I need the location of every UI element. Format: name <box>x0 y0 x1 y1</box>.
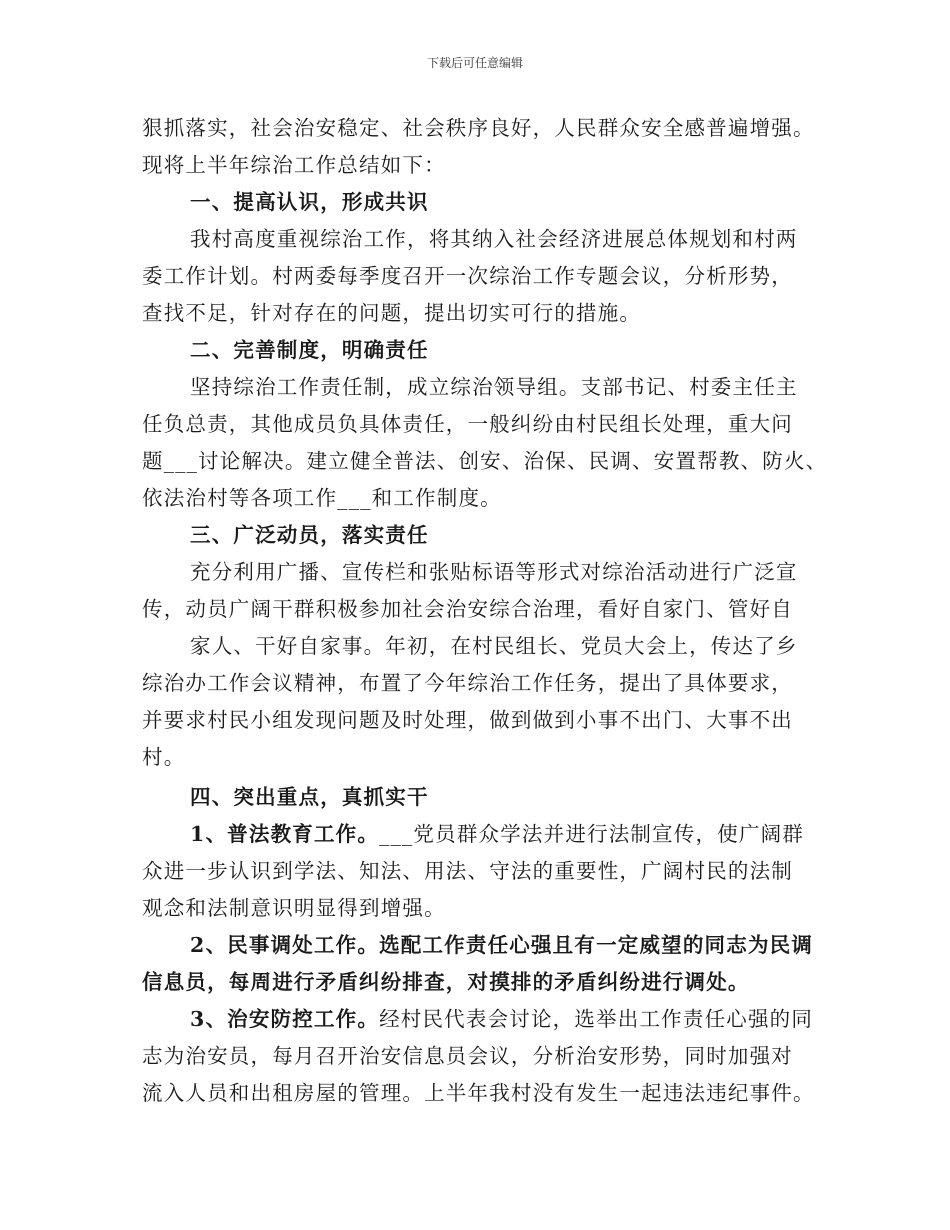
paragraph-line <box>190 1005 813 1033</box>
paragraph-line: 坚持综治工作责任制，成立综治领导组。支部书记、村委主任主 <box>190 375 798 399</box>
paragraph-line: 并要求村民小组发现问题及时处理，做到做到小事不出门、大事不出 <box>142 708 793 732</box>
paragraph-line: 依法治村等各项工作___和工作制度。 <box>142 486 502 510</box>
item-text: ___党员群众学法并进行法制宣传，使广阔群 <box>379 822 805 846</box>
section-heading: 四、突出重点，真抓实干 <box>190 785 429 809</box>
paragraph-line: 委工作计划。村两委每季度召开一次综治工作专题会议，分析形势， <box>142 264 793 288</box>
item-heading: 1、普法教育工作。 <box>190 822 380 846</box>
paragraph-line: 家人、干好自家事。年初，在村民组长、党员大会上，传达了乡 <box>190 634 798 658</box>
paragraph-line: 狠抓落实，社会治安稳定、社会秩序良好，人民群众安全感普遍增强。 <box>142 116 815 140</box>
paragraph-line: 众进一步认识到学法、知法、用法、守法的重要性，广阔村民的法制 <box>142 859 793 883</box>
paragraph-line: 任负总责，其他成员负具体责任，一般纠纷由村民组长处理，重大问 <box>142 412 793 436</box>
page-header: 下载后可任意编辑 <box>426 56 523 70</box>
item-heading: 3、治安防控工作。 <box>190 1007 380 1031</box>
paragraph-line: 2、民事调处工作。选配工作责任心强且有一定威望的同志为民调 <box>190 933 814 957</box>
paragraph-line: 流入人员和出租房屋的管理。上半年我村没有发生一起违法违纪事件。 <box>142 1081 815 1105</box>
paragraph-line: 传，动员广阔干群积极参加社会治安综合治理，看好自家门、管好自 <box>142 597 793 621</box>
paragraph-line: 观念和法制意识明显得到增强。 <box>142 896 446 920</box>
paragraph-line: 综治办工作会议精神，布置了今年综治工作任务，提出了具体要求， <box>142 671 793 695</box>
paragraph-line: 信息员，每周进行矛盾纠纷排查，对摸排的矛盾纠纷进行调处。 <box>142 970 750 994</box>
paragraph-line: 充分利用广播、宣传栏和张贴标语等形式对综治活动进行广泛宣 <box>190 560 798 584</box>
section-heading: 二、完善制度，明确责任 <box>190 338 429 362</box>
paragraph-line: 村。 <box>142 745 186 769</box>
section-heading: 三、广泛动员，落实责任 <box>190 523 429 547</box>
item-text: 经村民代表会讨论，选举出工作责任心强的同 <box>379 1007 814 1031</box>
paragraph-line <box>190 820 804 848</box>
paragraph-line: 志为治安员，每月召开治安信息员会议，分析治安形势，同时加强对 <box>142 1044 793 1068</box>
paragraph-line: 我村高度重视综治工作，将其纳入社会经济进展总体规划和村两 <box>190 227 798 251</box>
section-heading: 一、提高认识，形成共识 <box>190 190 429 214</box>
paragraph-line: 题___讨论解决。建立健全普法、创安、治保、民调、安置帮教、防火、 <box>142 449 828 473</box>
paragraph-line: 现将上半年综治工作总结如下： <box>142 153 446 177</box>
paragraph-line: 查找不足，针对存在的问题，提出切实可行的措施。 <box>142 301 642 325</box>
